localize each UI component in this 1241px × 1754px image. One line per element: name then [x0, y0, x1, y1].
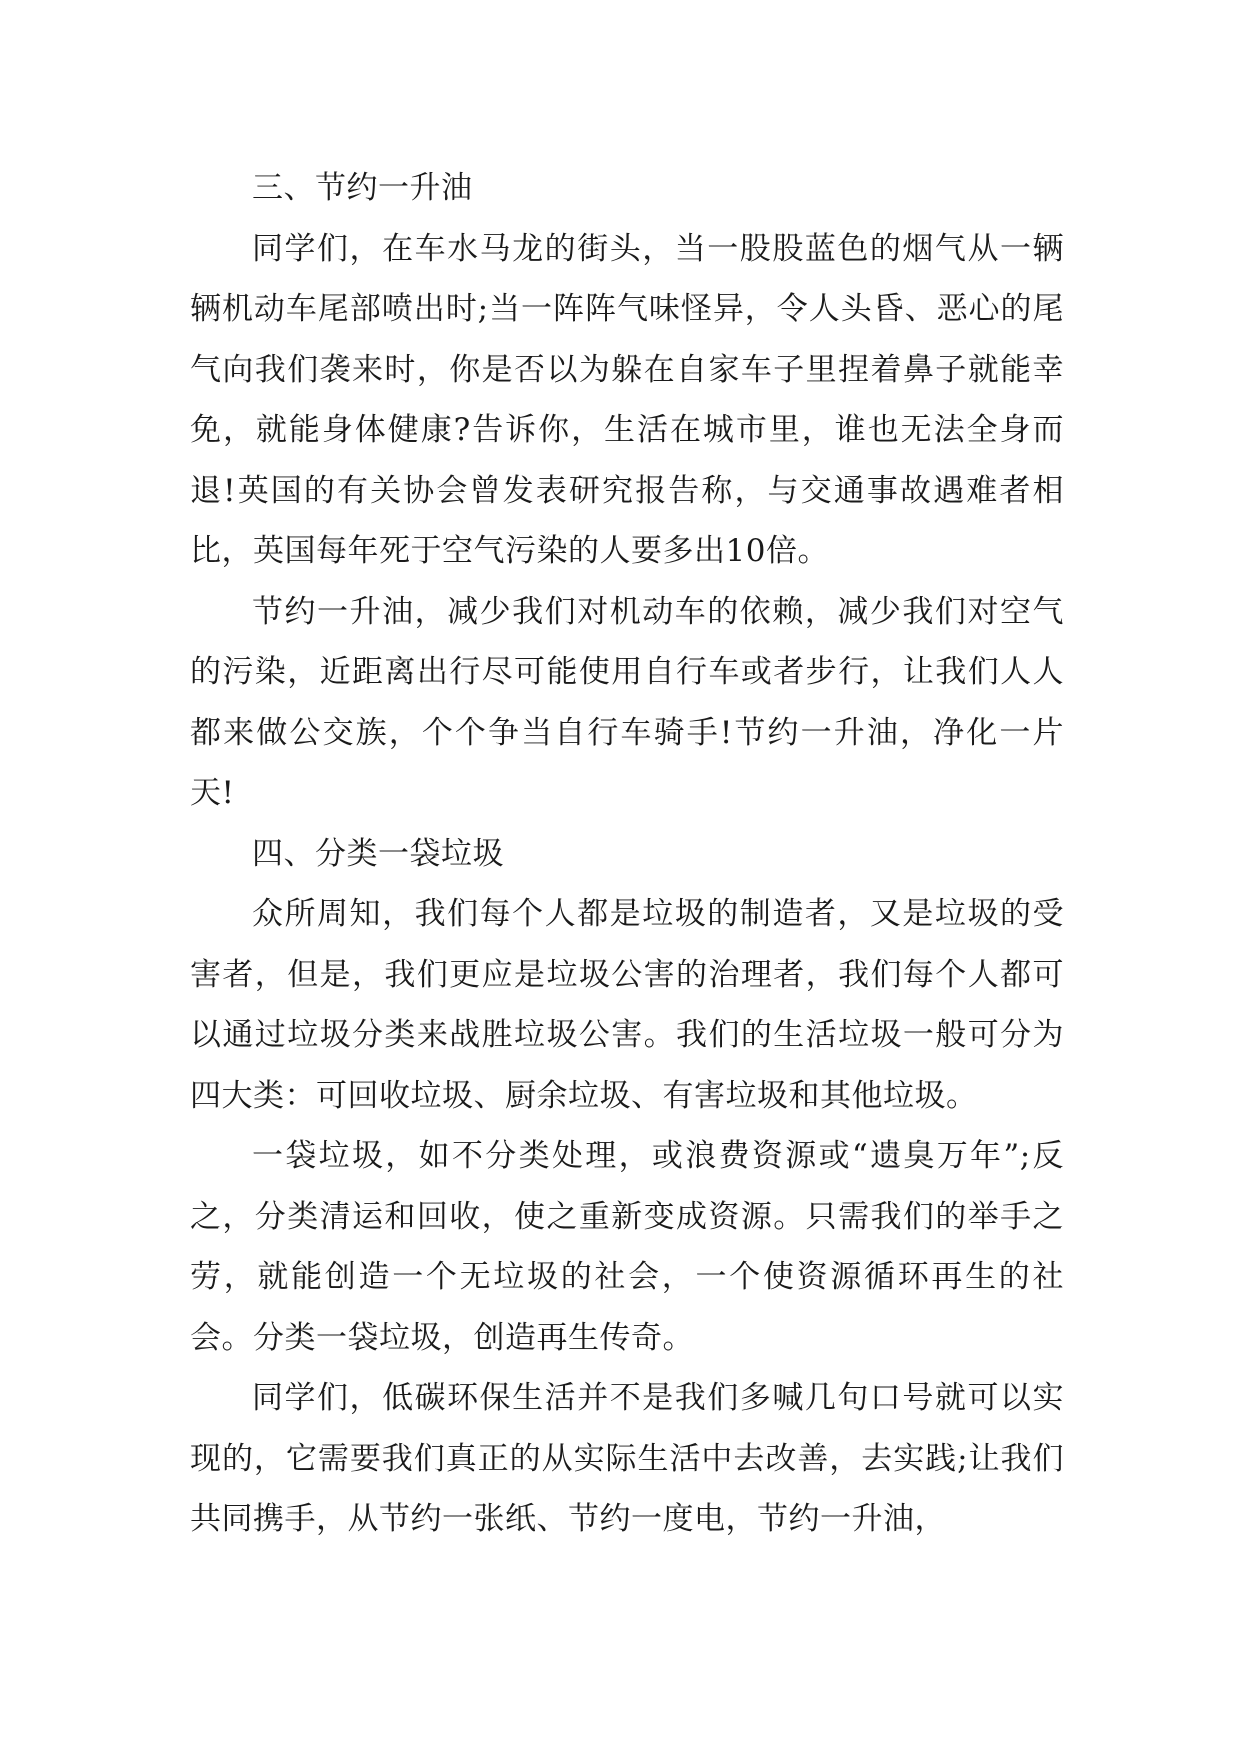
paragraph-save-oil-call: 节约一升油，减少我们对机动车的依赖，减少我们对空气的污染，近距离出行尽可能使用自行车或者步行，让我们人人都来做公交族，个个争当自行车骑手!节约一升油，净化一片天! [190, 593, 1064, 811]
section-heading-save-oil: 三、节约一升油 [252, 170, 473, 206]
paragraph-garbage-recycling: 一袋垃圾，如不分类处理，或浪费资源或“遗臭万年”;反之，分类清运和回收，使之重新变成资源。只需我们的举手之劳，就能创造一个无垃圾的社会，一个使资源循环再生的社会。分类一袋垃圾，创造再生传奇。 [190, 1138, 1064, 1356]
section-heading-sort-garbage: 四、分类一袋垃圾 [252, 835, 504, 872]
paragraph-exhaust-pollution: 同学们，在车水马龙的街头，当一股股蓝色的烟气从一辆辆机动车尾部喷出时;当一阵阵气味怪异，令人头昏、恶心的尾气向我们袭来时，你是否以为躲在自家车子里捏着鼻子就能幸免，就能身体健康?告诉你，生活在城市里，谁也无法全身而退!英国的有关协会曾发表研究报告称，与交通事故遇难者相比，英国每年死于空气污染的人要多出10倍。 [190, 230, 1064, 569]
document-body [190, 158, 1064, 1550]
paragraph-low-carbon-life: 同学们，低碳环保生活并不是我们多喊几句口号就可以实现的，它需要我们真正的从实际生活中去改善，去实践;让我们共同携手，从节约一张纸、节约一度电，节约一升油， [190, 1380, 1064, 1537]
paragraph-garbage-categories: 众所周知，我们每个人都是垃圾的制造者，又是垃圾的受害者，但是，我们更应是垃圾公害的治理者，我们每个人都可以通过垃圾分类来战胜垃圾公害。我们的生活垃圾一般可分为四大类：可回收垃圾、厨余垃圾、有害垃圾和其他垃圾。 [190, 896, 1064, 1114]
